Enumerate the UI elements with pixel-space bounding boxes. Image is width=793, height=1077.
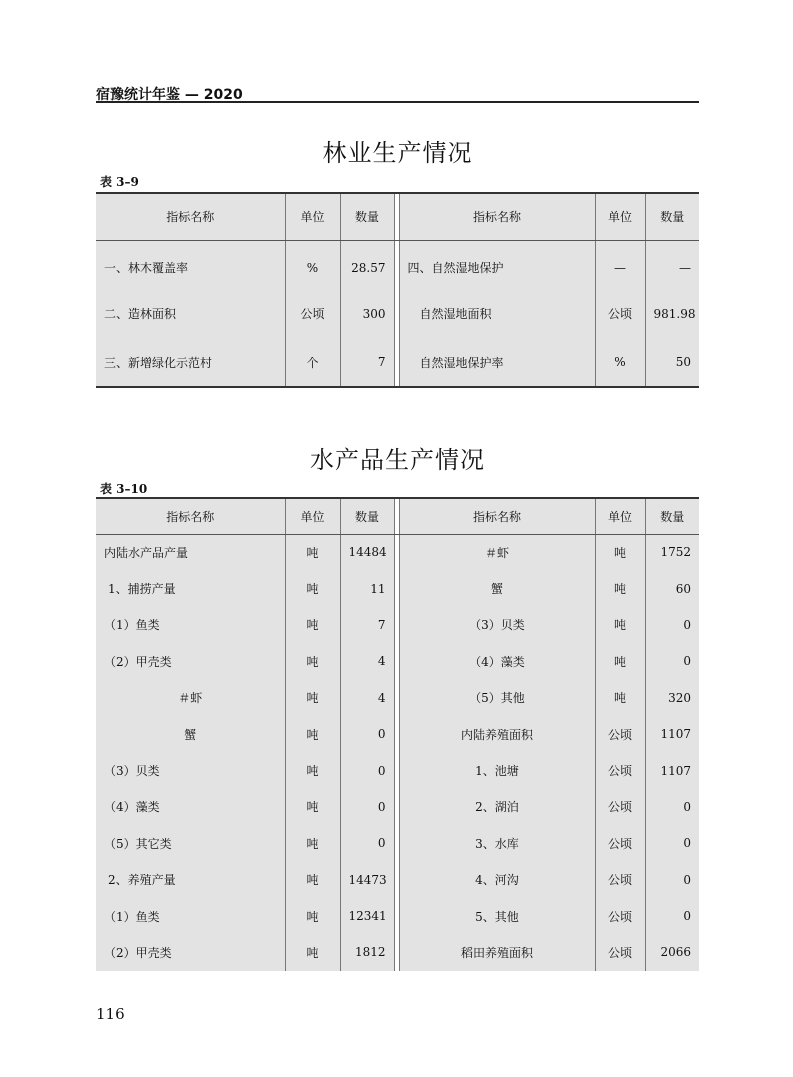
header-name-left: 指标名称 bbox=[96, 193, 285, 240]
row-name-left: （1）鱼类 bbox=[96, 607, 285, 643]
row-value-left: 14473 bbox=[340, 862, 394, 898]
row-name-right: 2、湖泊 bbox=[399, 789, 595, 825]
row-value-left: 4 bbox=[340, 643, 394, 679]
row-unit-right: 公顷 bbox=[595, 789, 645, 825]
row-value-left: 7 bbox=[340, 607, 394, 643]
row-name-left: （2）甲壳类 bbox=[96, 934, 285, 970]
header-unit-left: 单位 bbox=[285, 193, 340, 240]
row-value-right: 320 bbox=[645, 680, 699, 716]
row-name-left: 2、养殖产量 bbox=[96, 862, 285, 898]
row-name-right: 蟹 bbox=[399, 570, 595, 606]
row-unit-right: — bbox=[595, 240, 645, 289]
row-name-right: 3、水库 bbox=[399, 825, 595, 861]
row-value-right: 50 bbox=[645, 338, 699, 387]
row-value-right: 981.98 bbox=[645, 289, 699, 338]
table-row bbox=[96, 862, 699, 898]
table-row bbox=[96, 716, 699, 752]
row-value-right: 0 bbox=[645, 862, 699, 898]
header-value-right: 数量 bbox=[645, 498, 699, 534]
row-value-left: 0 bbox=[340, 752, 394, 788]
row-name-right: （5）其他 bbox=[399, 680, 595, 716]
row-value-left: 1812 bbox=[340, 934, 394, 970]
row-value-right: 1107 bbox=[645, 752, 699, 788]
row-unit-right: 吨 bbox=[595, 607, 645, 643]
row-name-right: 5、其他 bbox=[399, 898, 595, 934]
row-name-left: （1）鱼类 bbox=[96, 898, 285, 934]
row-unit-left: % bbox=[285, 240, 340, 289]
row-name-left: 三、新增绿化示范村 bbox=[96, 338, 285, 387]
row-unit-right: % bbox=[595, 338, 645, 387]
row-name-right: 4、河沟 bbox=[399, 862, 595, 898]
table-row bbox=[96, 338, 699, 387]
running-header: 宿豫统计年鉴 — 2020 bbox=[96, 87, 243, 103]
row-name-left: （2）甲壳类 bbox=[96, 643, 285, 679]
row-value-right: 0 bbox=[645, 643, 699, 679]
row-name-right: （4）藻类 bbox=[399, 643, 595, 679]
row-unit-left: 吨 bbox=[285, 570, 340, 606]
row-value-right: 0 bbox=[645, 825, 699, 861]
row-unit-left: 吨 bbox=[285, 534, 340, 570]
row-value-left: 14484 bbox=[340, 534, 394, 570]
row-value-left: 0 bbox=[340, 789, 394, 825]
table-row bbox=[96, 934, 699, 970]
row-value-left: 4 bbox=[340, 680, 394, 716]
row-name-left: 1、捕捞产量 bbox=[96, 570, 285, 606]
row-name-left: 蟹 bbox=[96, 716, 285, 752]
row-name-left: ＃虾 bbox=[96, 680, 285, 716]
row-name-right: ＃虾 bbox=[399, 534, 595, 570]
row-unit-right: 吨 bbox=[595, 570, 645, 606]
row-name-right: （3）贝类 bbox=[399, 607, 595, 643]
row-unit-right: 公顷 bbox=[595, 825, 645, 861]
table-row bbox=[96, 240, 699, 289]
row-unit-left: 吨 bbox=[285, 934, 340, 970]
row-unit-right: 吨 bbox=[595, 680, 645, 716]
row-value-left: 0 bbox=[340, 716, 394, 752]
row-value-left: 11 bbox=[340, 570, 394, 606]
header-unit-right: 单位 bbox=[595, 498, 645, 534]
row-name-right: 稻田养殖面积 bbox=[399, 934, 595, 970]
row-name-left: （4）藻类 bbox=[96, 789, 285, 825]
row-value-left: 7 bbox=[340, 338, 394, 387]
row-name-left: 二、造林面积 bbox=[96, 289, 285, 338]
row-unit-left: 吨 bbox=[285, 789, 340, 825]
aquatic-table-number: 表 3–10 bbox=[100, 482, 148, 496]
page-number: 116 bbox=[96, 1005, 125, 1023]
header-name-right: 指标名称 bbox=[399, 193, 595, 240]
row-unit-right: 吨 bbox=[595, 534, 645, 570]
row-value-right: 1752 bbox=[645, 534, 699, 570]
row-name-left: 一、林木覆盖率 bbox=[96, 240, 285, 289]
row-name-left: （3）贝类 bbox=[96, 752, 285, 788]
row-unit-right: 吨 bbox=[595, 643, 645, 679]
row-name-left: 内陆水产品产量 bbox=[96, 534, 285, 570]
row-value-left: 28.57 bbox=[340, 240, 394, 289]
row-name-right: 四、自然湿地保护 bbox=[399, 240, 595, 289]
row-value-right: 2066 bbox=[645, 934, 699, 970]
row-value-right: — bbox=[645, 240, 699, 289]
row-unit-left: 吨 bbox=[285, 607, 340, 643]
row-unit-right: 公顷 bbox=[595, 898, 645, 934]
row-value-right: 0 bbox=[645, 789, 699, 825]
row-value-right: 60 bbox=[645, 570, 699, 606]
row-unit-left: 吨 bbox=[285, 898, 340, 934]
row-unit-left: 吨 bbox=[285, 643, 340, 679]
row-unit-left: 吨 bbox=[285, 825, 340, 861]
table-header-row bbox=[96, 498, 699, 534]
row-name-right: 自然湿地面积 bbox=[399, 289, 595, 338]
row-unit-left: 吨 bbox=[285, 716, 340, 752]
table-row bbox=[96, 898, 699, 934]
row-value-left: 0 bbox=[340, 825, 394, 861]
row-name-right: 1、池塘 bbox=[399, 752, 595, 788]
table-row bbox=[96, 534, 699, 570]
table-row bbox=[96, 643, 699, 679]
table-row bbox=[96, 825, 699, 861]
row-unit-right: 公顷 bbox=[595, 716, 645, 752]
row-unit-left: 个 bbox=[285, 338, 340, 387]
row-name-right: 自然湿地保护率 bbox=[399, 338, 595, 387]
row-unit-left: 公顷 bbox=[285, 289, 340, 338]
row-unit-right: 公顷 bbox=[595, 862, 645, 898]
table-row bbox=[96, 570, 699, 606]
row-value-right: 0 bbox=[645, 607, 699, 643]
header-value-left: 数量 bbox=[340, 498, 394, 534]
aquatic-table bbox=[96, 497, 699, 971]
forestry-table bbox=[96, 192, 699, 388]
header-value-right: 数量 bbox=[645, 193, 699, 240]
row-value-left: 300 bbox=[340, 289, 394, 338]
row-unit-right: 公顷 bbox=[595, 934, 645, 970]
row-unit-right: 公顷 bbox=[595, 289, 645, 338]
header-name-right: 指标名称 bbox=[399, 498, 595, 534]
header-unit-left: 单位 bbox=[285, 498, 340, 534]
table-row bbox=[96, 680, 699, 716]
table-header-row bbox=[96, 193, 699, 240]
header-rule bbox=[96, 101, 699, 103]
row-unit-right: 公顷 bbox=[595, 752, 645, 788]
forestry-title: 林业生产情况 bbox=[322, 139, 473, 167]
header-value-left: 数量 bbox=[340, 193, 394, 240]
row-unit-left: 吨 bbox=[285, 862, 340, 898]
row-value-right: 0 bbox=[645, 898, 699, 934]
row-value-left: 12341 bbox=[340, 898, 394, 934]
table-row bbox=[96, 607, 699, 643]
table-row bbox=[96, 752, 699, 788]
row-name-left: （5）其它类 bbox=[96, 825, 285, 861]
row-unit-left: 吨 bbox=[285, 752, 340, 788]
forestry-table-number: 表 3–9 bbox=[100, 175, 139, 189]
header-name-left: 指标名称 bbox=[96, 498, 285, 534]
header-unit-right: 单位 bbox=[595, 193, 645, 240]
row-unit-left: 吨 bbox=[285, 680, 340, 716]
row-value-right: 1107 bbox=[645, 716, 699, 752]
aquatic-title: 水产品生产情况 bbox=[310, 446, 485, 474]
row-name-right: 内陆养殖面积 bbox=[399, 716, 595, 752]
table-row bbox=[96, 289, 699, 338]
table-row bbox=[96, 789, 699, 825]
